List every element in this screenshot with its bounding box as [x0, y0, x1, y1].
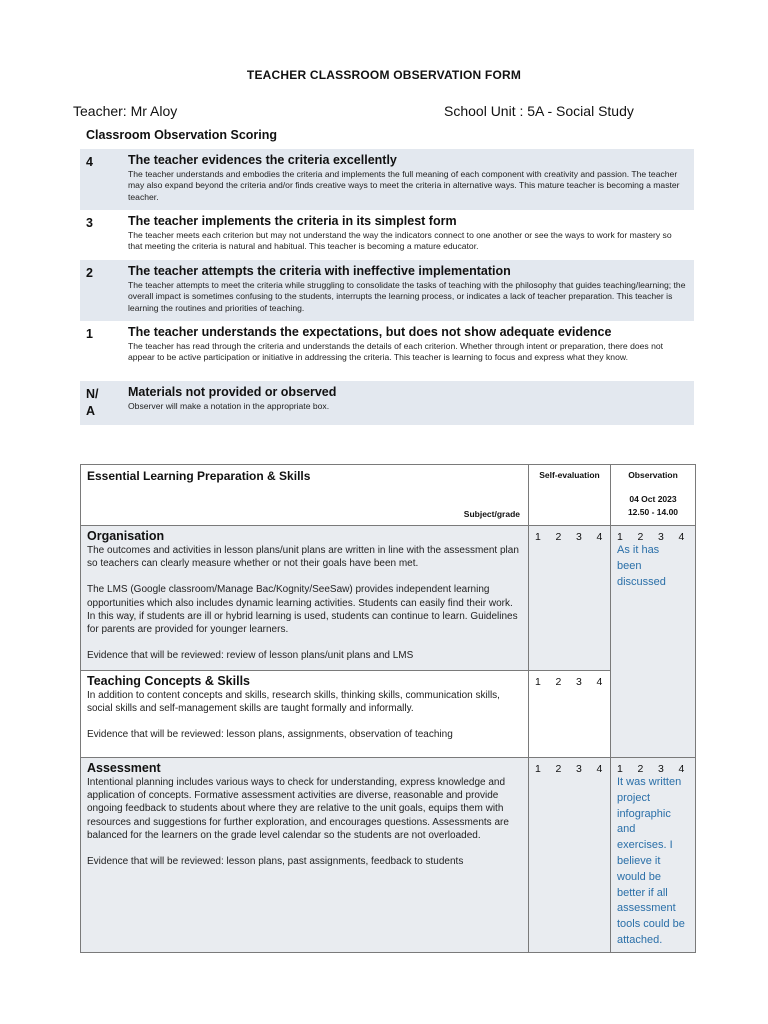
score-row-2 — [80, 260, 694, 321]
score-value: 2 — [86, 266, 93, 280]
assessment-evidence: Evidence that will be reviewed: lesson plans, past assignments, feedback to students — [87, 856, 464, 868]
teaching-evidence: Evidence that will be reviewed: lesson plans, assignments, observation of teaching — [87, 729, 453, 741]
teaching-cell — [81, 671, 529, 758]
table-header-title: Essential Learning Preparation & Skills — [87, 469, 311, 483]
assessment-title: Assessment — [87, 761, 161, 775]
score-heading: The teacher understands the expectations, but does not show adequate evidence — [128, 325, 612, 339]
score-value: N/ A — [86, 387, 99, 418]
observation-date: 04 Oct 2023 — [629, 494, 677, 504]
table-row-organisation — [81, 526, 696, 671]
observation-rating-organisation[interactable]: 1 2 3 4 As it has been discussed — [611, 526, 696, 758]
table-header-cell — [81, 465, 529, 526]
score-description: The teacher meets each criterion but may not understand the way the indicators connect to one another or see the ways to work for mastery so that meeting the criteria is natural and habitual. This teacher is becoming a mature educator. — [128, 230, 672, 252]
score-value: 4 — [86, 155, 93, 169]
self-eval-rating-teaching[interactable]: 1 2 3 4 — [529, 671, 611, 758]
assessment-text-1: Intentional planning includes various ways to check for understanding, express knowledge and application of concepts. Formative assessment activities are diverse, reasonable and provide ongoing feedback to students about where they are relative to the unit goals, equips them with resources and suggestions for further exploration, and encourages questions. Assessments are balanced for the learners on the grade level calendar so the students are not overloaded. — [87, 777, 509, 841]
organisation-text-1: The outcomes and activities in lesson plans/unit plans are written in line with the assessment plan so teachers can clearly measure whether or not their goals have been met. — [87, 545, 519, 570]
subject-grade-label: Subject/grade — [463, 509, 520, 519]
score-value: 1 — [86, 327, 93, 341]
observation-rating-assessment[interactable]: 1 2 3 4 It was written project infographic and exercises. I believe it would be better if all assessment tools could be attached. — [611, 758, 696, 953]
score-description: The teacher attempts to meet the criteria while struggling to consolidate the tasks of teaching with the philosophy that guides teaching/learning; the overall impact is sometimes confusing to the students, interrupts the learning process, or indicates a lack of teacher preparation. This teacher is learning the routines and priorities of teaching. — [128, 280, 686, 313]
score-row-na — [80, 381, 694, 425]
school-unit: School Unit : 5A - Social Study — [444, 103, 634, 119]
self-evaluation-header: Self-evaluation — [529, 465, 611, 526]
observation-note-assessment: It was written project infographic and exercises. I believe it would be better if all assessment tools could be attached. — [617, 776, 685, 946]
observation-table — [80, 464, 696, 953]
organisation-evidence: Evidence that will be reviewed: review of lesson plans/unit plans and LMS — [87, 650, 414, 662]
assessment-cell — [81, 758, 529, 953]
score-value: 3 — [86, 216, 93, 230]
teaching-title: Teaching Concepts & Skills — [87, 674, 251, 688]
observation-header: Observation 04 Oct 2023 12.50 - 14.00 — [611, 465, 696, 526]
table-row-assessment — [81, 758, 696, 953]
scoring-title: Classroom Observation Scoring — [86, 128, 278, 142]
score-row-3 — [80, 210, 694, 260]
observation-time: 12.50 - 14.00 — [627, 507, 679, 517]
organisation-cell — [81, 526, 529, 671]
score-row-4 — [80, 149, 694, 210]
teaching-text-1: In addition to content concepts and skills, research skills, thinking skills, communication skills, social skills and self-management skills are taught formally and informally. — [87, 690, 500, 715]
organisation-text-2: The LMS (Google classroom/Manage Bac/Kognity/SeeSaw) provides independent learning opportunities which also includes dynamic learning activities. Students can easily find their work. In this way, if students are ill or hybrid learning is used, students can continue to learn. Guidelines for parents are provided for younger learners. — [87, 584, 518, 636]
organisation-title: Organisation — [87, 529, 165, 543]
self-eval-rating-assessment[interactable]: 1 2 3 4 — [529, 758, 611, 953]
score-description: The teacher has read through the criteria and understands the details of each criterion. Whether through intent or preparation, there does not appear to be active participation or initiative in addressing the criteria. This teacher is learning to focus and express what they know. — [128, 341, 664, 363]
score-description: Observer will make a notation in the appropriate box. — [128, 401, 330, 411]
form-title: TEACHER CLASSROOM OBSERVATION FORM — [246, 68, 522, 82]
observation-note-organisation: As it has been discussed — [617, 544, 666, 588]
score-description: The teacher understands and embodies the criteria and implements the full meaning of each component with creativity and passion. The teacher may also expand beyond the criteria and/or finds creative ways to meet the criteria in alternative ways. This mature teacher is becoming a master teacher. — [128, 169, 680, 202]
teacher-name: Teacher: Mr Aloy — [73, 103, 178, 119]
score-heading: The teacher evidences the criteria excellently — [128, 153, 397, 167]
score-heading: The teacher implements the criteria in its simplest form — [128, 214, 457, 228]
table-row-teaching — [81, 671, 696, 758]
table-header-row — [81, 465, 696, 526]
score-row-1 — [80, 321, 694, 381]
score-heading: The teacher attempts the criteria with ineffective implementation — [128, 264, 511, 278]
score-heading: Materials not provided or observed — [128, 385, 337, 399]
self-eval-rating-organisation[interactable]: 1 2 3 4 — [529, 526, 611, 671]
